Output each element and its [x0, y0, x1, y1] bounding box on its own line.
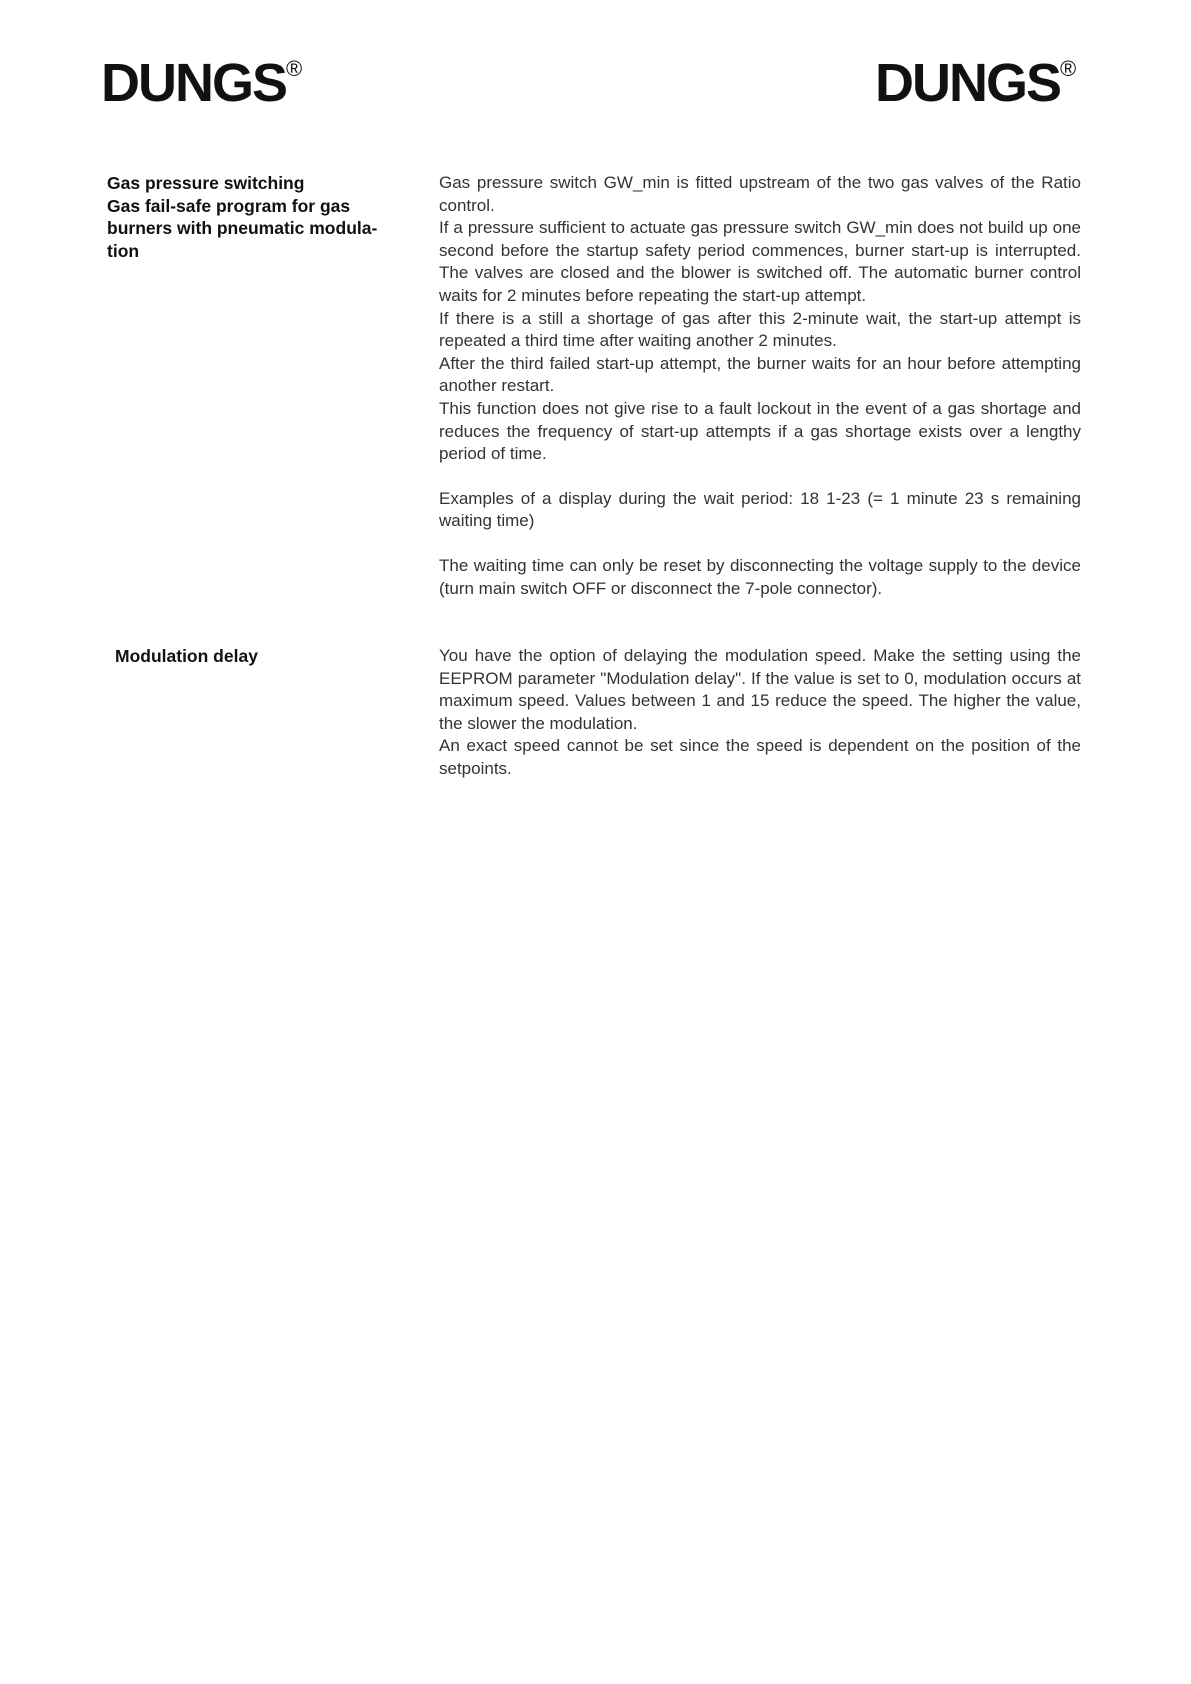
dungs-logo-left — [101, 53, 303, 113]
logo-text: DUNGS — [875, 53, 1061, 113]
heading-line: Gas fail-safe program for gas — [107, 195, 351, 216]
body-paragraph: An exact speed cannot be set since the speed is dependent on the position of the setpoints. — [439, 736, 1081, 778]
heading-line: burners with pneumatic modula- — [107, 218, 378, 238]
section-heading-gas-pressure — [107, 172, 407, 262]
body-paragraph: Gas pressure switch GW_min is fitted upstream of the two gas valves of the Ratio control. — [439, 173, 1081, 215]
reset-note-paragraph: The waiting time can only be reset by disconnecting the voltage supply to the device (turn main switch OFF or disconnect the 7-pole connector). — [439, 555, 1081, 598]
heading-line: tion — [107, 240, 140, 261]
registered-mark: ® — [286, 56, 303, 81]
example-paragraph: Examples of a display during the wait period: 18 1-23 (= 1 minute 23 s remaining waiting time) — [439, 488, 1081, 531]
section-heading-modulation-delay — [115, 645, 415, 668]
registered-mark: ® — [1060, 56, 1077, 81]
body-paragraph: You have the option of delaying the modulation speed. Make the setting using the EEPROM parameter "Modulation delay". If the value is set to 0, modulation occurs at maximum speed. Values between 1 and 15 reduce the speed. The higher the value, the slower the modulation. — [439, 646, 1081, 733]
dungs-logo-right — [875, 53, 1077, 113]
body-paragraph: After the third failed start-up attempt, the burner waits for an hour before attempting another restart. — [439, 353, 1081, 396]
body-paragraph: If there is a still a shortage of gas after this 2-minute wait, the start-up attempt is repeated a third time after waiting another 2 minutes. — [439, 308, 1081, 351]
body-paragraph: If a pressure sufficient to actuate gas pressure switch GW_min does not build up one second before the startup safety period commences, burner start-up is interrupted. The valves are closed and the blower is switched off. The automatic burner control waits for 2 minutes before repeating the start-up attempt. — [439, 218, 1081, 305]
section-body-modulation-delay — [439, 645, 1081, 781]
body-paragraph: This function does not give rise to a fault lockout in the event of a gas shortage and reduces the frequency of start-up attempts if a gas shortage exists over a lengthy period of time. — [439, 398, 1081, 464]
heading-line: Gas pressure switching — [107, 173, 305, 193]
logo-text: DUNGS — [101, 53, 287, 113]
heading-line: Modulation delay — [115, 646, 258, 666]
section-body-gas-pressure — [439, 172, 1081, 600]
